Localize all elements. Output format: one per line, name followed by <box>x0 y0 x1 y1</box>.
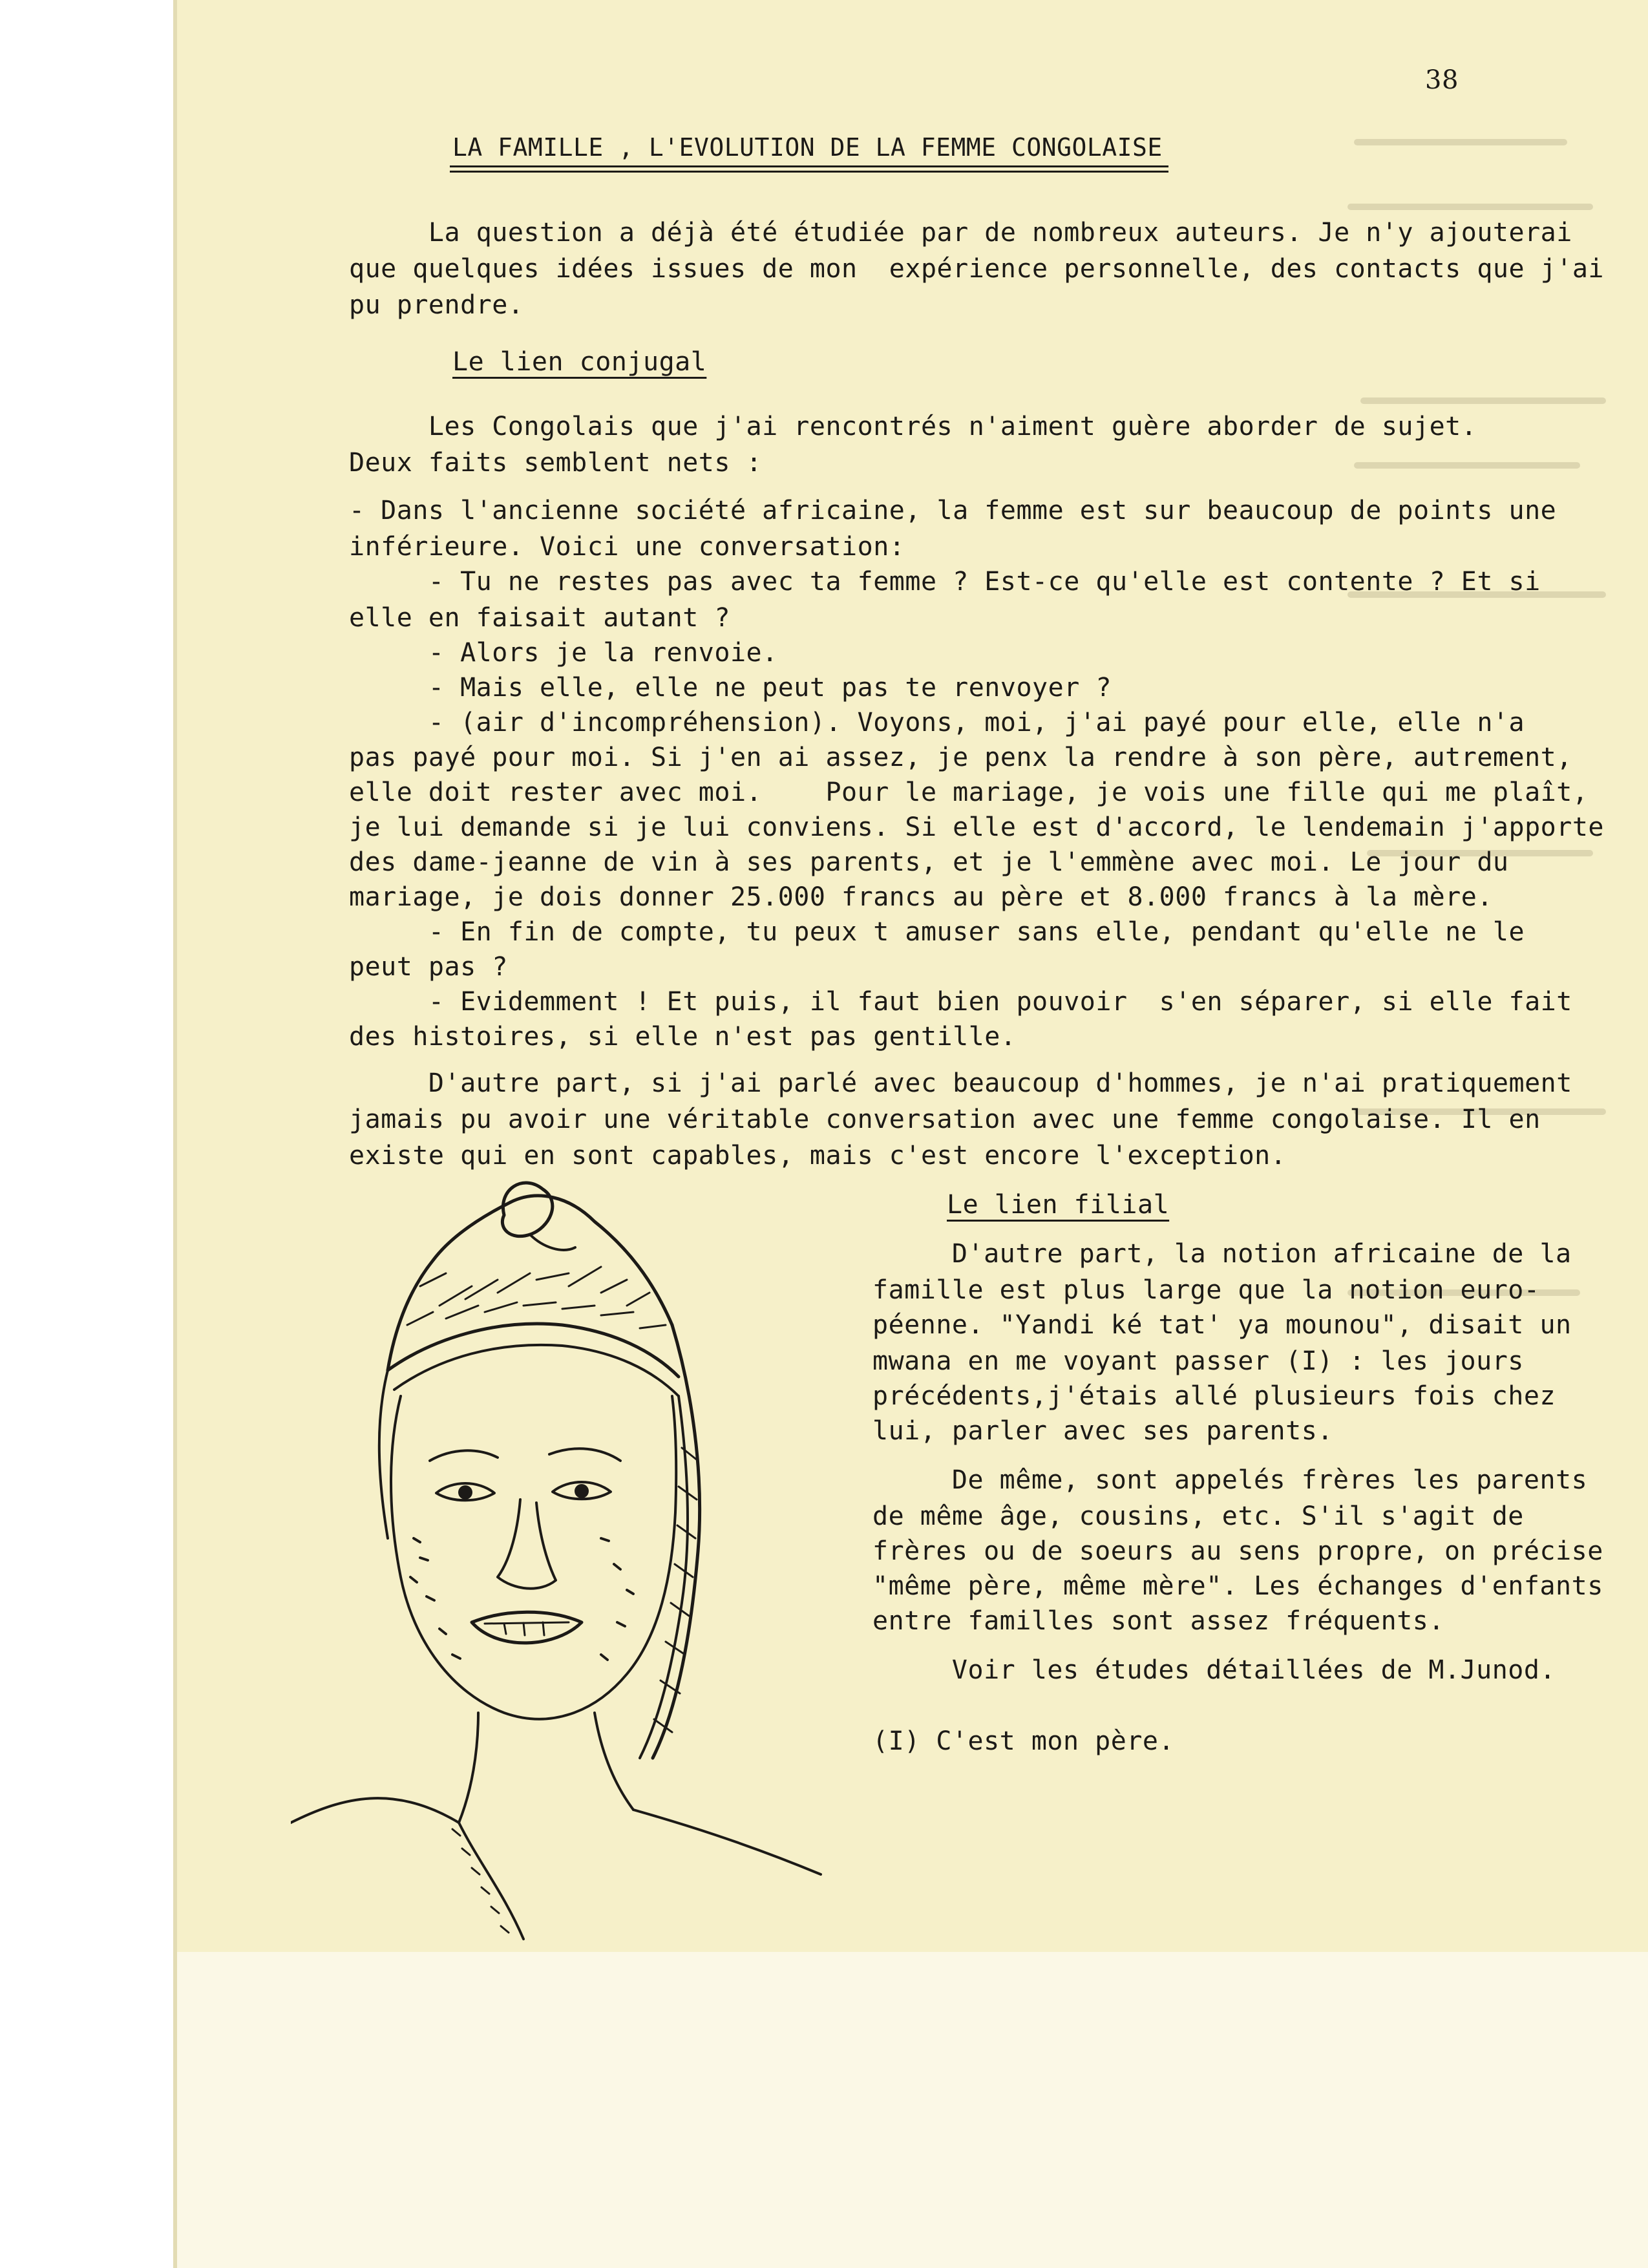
intro-line: pu prendre. <box>349 290 524 320</box>
body-line: "même père, même mère". Les échanges d'enfants <box>872 1571 1603 1601</box>
intro-line: que quelques idées issues de mon expérience personnelle, des contacts que j'ai <box>349 254 1604 284</box>
body-line: pas payé pour moi. Si j'en ai assez, je penx la rendre à son père, autrement, <box>349 743 1572 772</box>
body-line: précédents,j'étais allé plusieurs fois chez <box>872 1381 1556 1411</box>
body-line: des dame-jeanne de vin à ses parents, et je l'emmène avec moi. Le jour du <box>349 847 1509 877</box>
body-line: elle doit rester avec moi. Pour le mariage, je vois une fille qui me plaît, <box>349 778 1589 807</box>
body-line: de même âge, cousins, etc. S'il s'agit de <box>872 1501 1524 1531</box>
body-line: mwana en me voyant passer (I) : les jours <box>872 1346 1524 1376</box>
paper-lower-area <box>176 1952 1648 2268</box>
body-line: je lui demande si je lui conviens. Si elle est d'accord, le lendemain j'apporte <box>349 812 1604 842</box>
body-line: elle en faisait autant ? <box>349 603 730 633</box>
body-line: - (air d'incompréhension). Voyons, moi, j'ai payé pour elle, elle n'a <box>349 708 1525 737</box>
body-line: existe qui en sont capables, mais c'est encore l'exception. <box>349 1141 1287 1171</box>
body-line: famille est plus large que la notion euro- <box>872 1275 1540 1305</box>
body-line: péenne. "Yandi ké tat' ya mounou", disait un <box>872 1310 1572 1340</box>
body-line: - Mais elle, elle ne peut pas te renvoyer ? <box>349 673 1112 703</box>
body-line: - Evidemment ! Et puis, il faut bien pouvoir s'en séparer, si elle fait <box>349 987 1572 1017</box>
footnote: (I) C'est mon père. <box>872 1726 1175 1756</box>
section-heading-conjugal: Le lien conjugal <box>452 347 707 377</box>
body-line: entre familles sont assez fréquents. <box>872 1606 1444 1636</box>
body-line: des histoires, si elle n'est pas gentille. <box>349 1022 1017 1052</box>
title-underline-double <box>450 171 1168 173</box>
body-line: De même, sont appelés frères les parents <box>872 1465 1588 1495</box>
body-line: D'autre part, si j'ai parlé avec beaucoup d'hommes, je n'ai pratiquement <box>349 1068 1572 1098</box>
title-underline <box>450 165 1168 167</box>
body-line: - Tu ne restes pas avec ta femme ? Est-ce qu'elle est contente ? Et si <box>349 567 1541 597</box>
body-line: frères ou de soeurs au sens propre, on précise <box>872 1536 1603 1566</box>
body-line: lui, parler avec ses parents. <box>872 1416 1333 1446</box>
body-line: jamais pu avoir une véritable conversation avec une femme congolaise. Il en <box>349 1105 1541 1134</box>
body-line: Deux faits semblent nets : <box>349 448 763 478</box>
body-line: inférieure. Voici une conversation: <box>349 532 905 562</box>
page-title: LA FAMILLE , L'EVOLUTION DE LA FEMME CONGOLAISE <box>452 133 1163 162</box>
intro-line: La question a déjà été étudiée par de nombreux auteurs. Je n'y ajouterai <box>349 218 1572 248</box>
body-line: peut pas ? <box>349 952 508 982</box>
body-line: mariage, je dois donner 25.000 francs au père et 8.000 francs à la mère. <box>349 882 1493 912</box>
body-line: - En fin de compte, tu peux t amuser sans elle, pendant qu'elle ne le <box>349 917 1525 947</box>
body-line: Voir les études détaillées de M.Junod. <box>872 1655 1556 1685</box>
body-line: Les Congolais que j'ai rencontrés n'aiment guère aborder de sujet. <box>349 412 1477 441</box>
page-number: 38 <box>1425 65 1459 95</box>
portrait-drawing <box>291 1176 847 1952</box>
section-heading-filial: Le lien filial <box>947 1190 1170 1220</box>
body-line: - Alors je la renvoie. <box>349 638 778 668</box>
body-line: D'autre part, la notion africaine de la <box>872 1239 1572 1269</box>
body-line: - Dans l'ancienne société africaine, la femme est sur beaucoup de points une <box>349 496 1557 525</box>
paper-edge <box>173 0 177 2268</box>
